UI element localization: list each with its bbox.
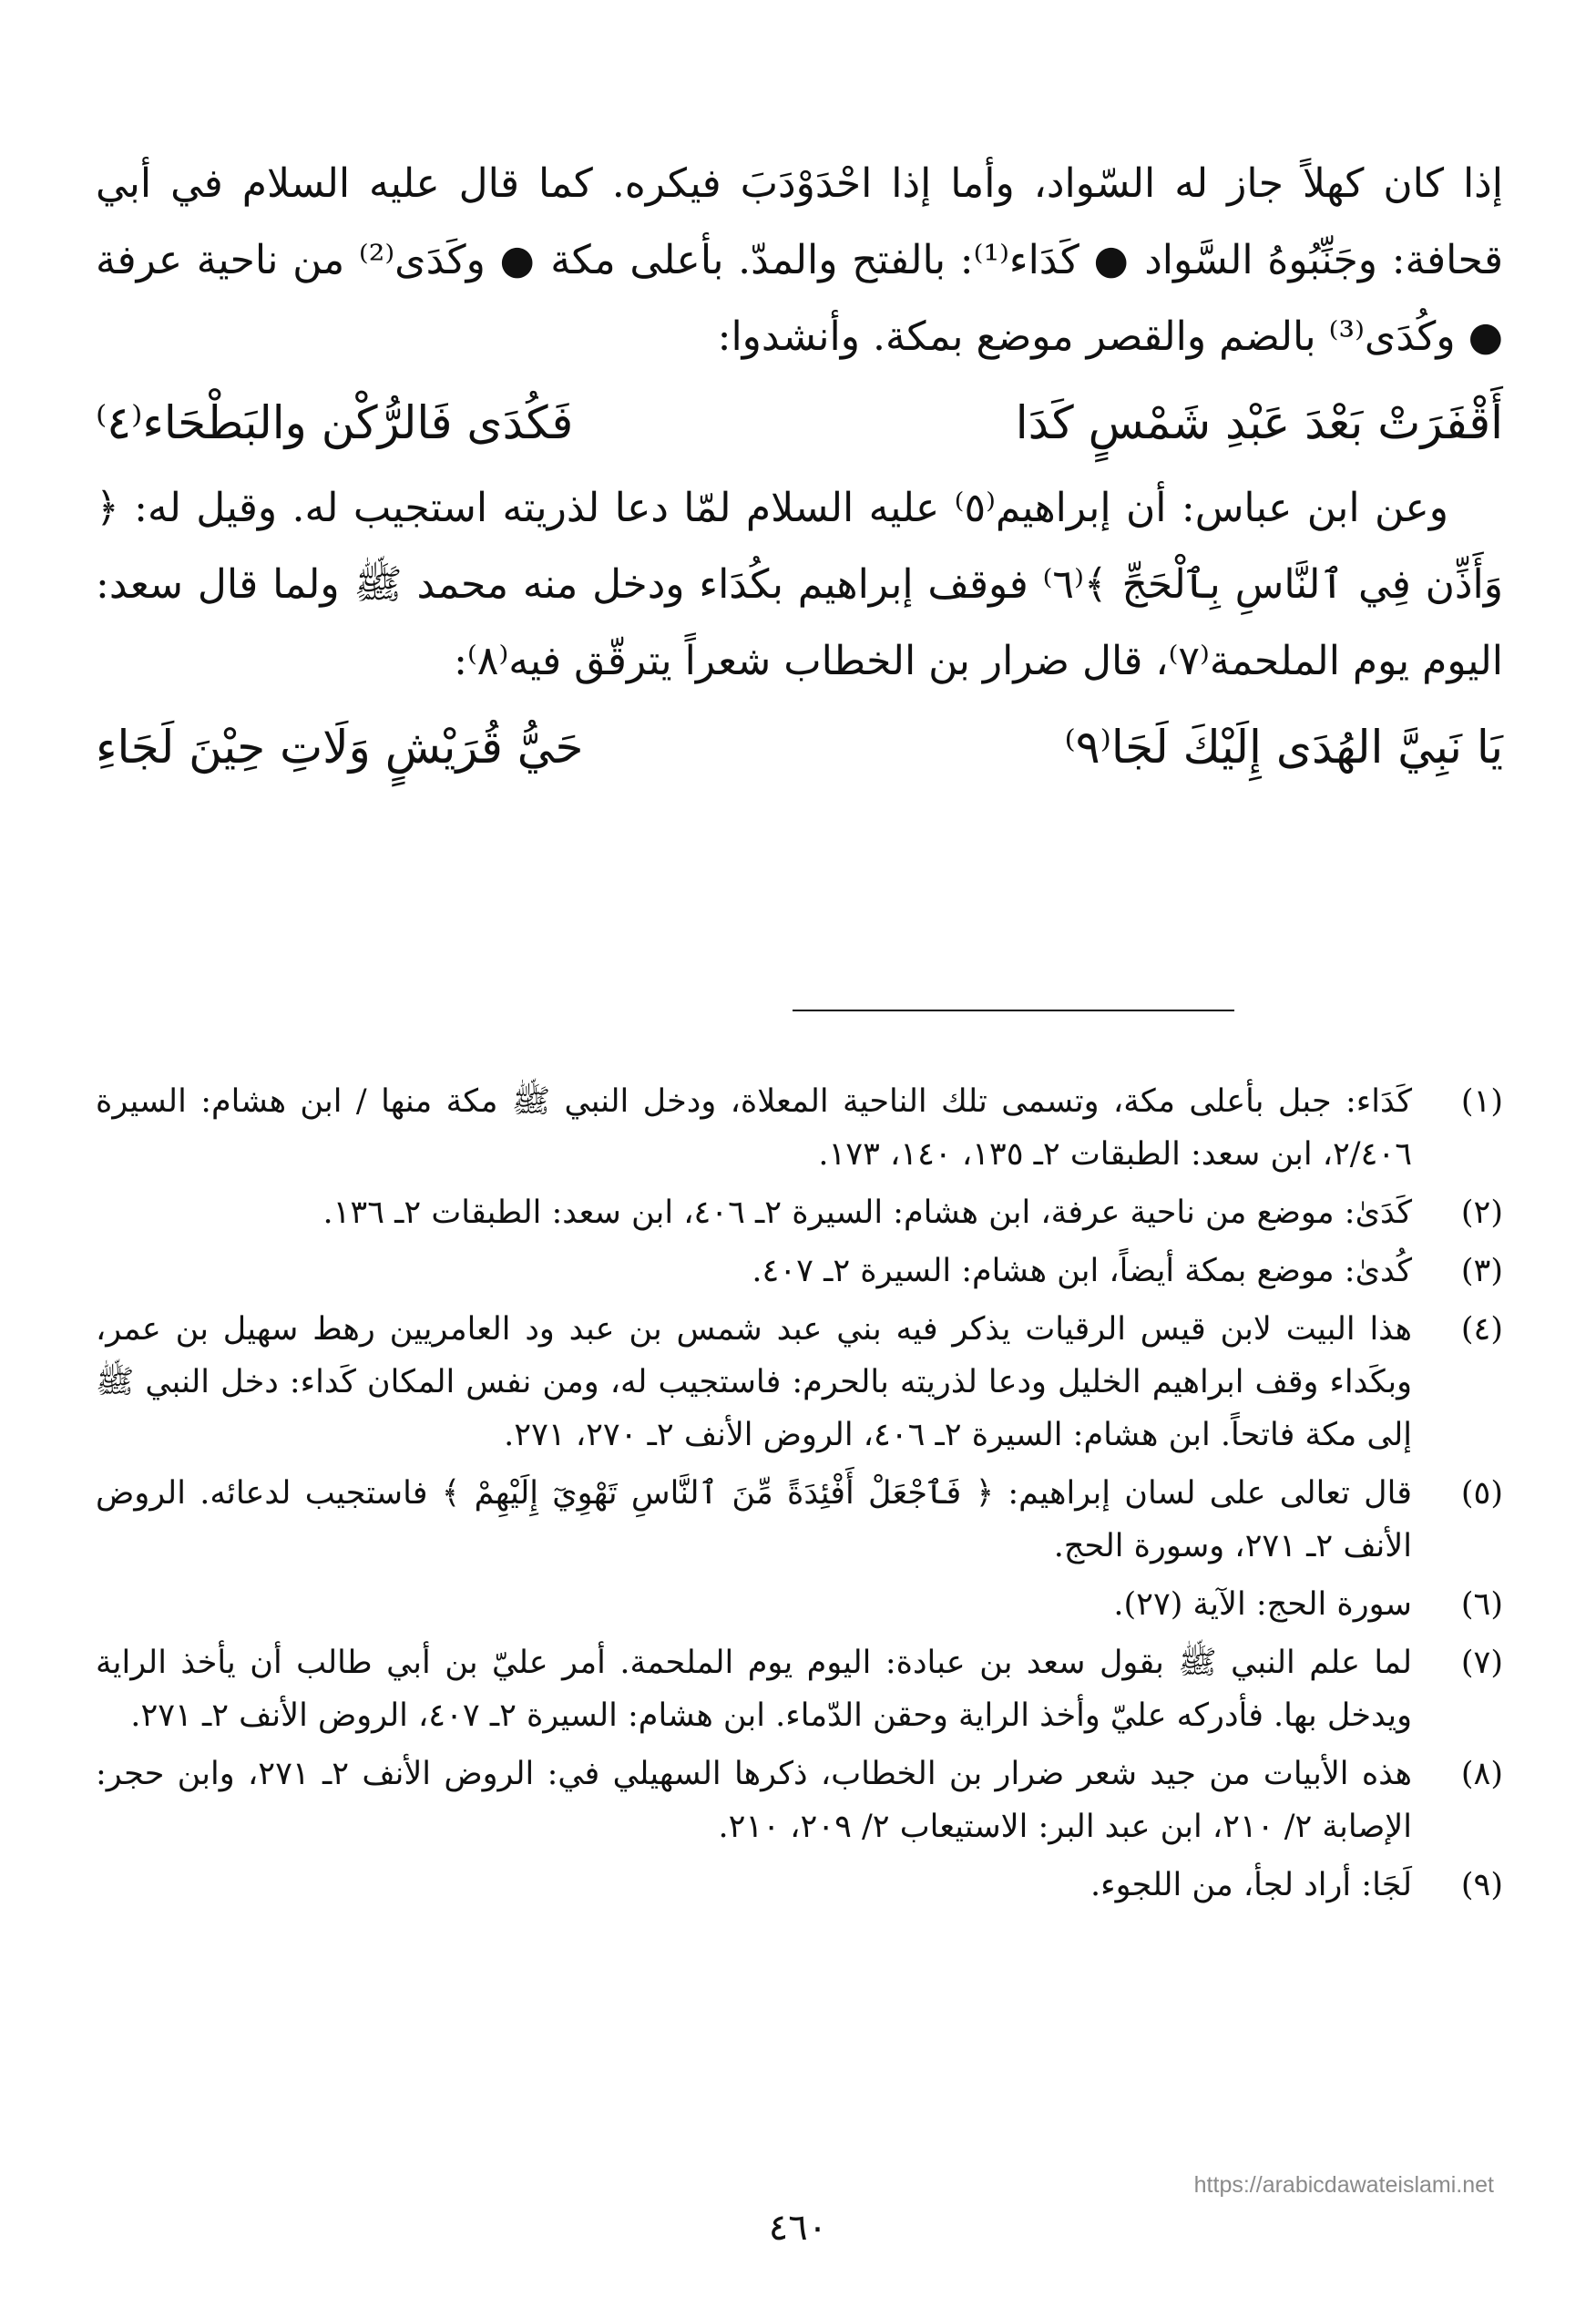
paragraph-2: وعن ابن عباس: أن إبراهيم⁽٥⁾ عليه السلام لمّا دعا لذريته استجيب له. وقيل له: ﴿ وَأَذِّن فِي ٱلنَّاسِ بِٱلْحَجِّ ﴾⁽٦⁾ فوقف إبراهيم بكُدَاء ودخل منه محمد ﷺ ولما قال سعد: اليوم يوم الملحمة⁽٧⁾، قال ضرار بن الخطاب شعراً يترقّق فيه⁽٨⁾: [96,485,1503,684]
footnote-number: (٩) [1460,1867,1503,1903]
footnote-number: (٦) [1460,1586,1503,1623]
footnote-text: قال تعالى على لسان إبراهيم: ﴿ فَٱجْعَلْ أَفْئِدَةً مِّنَ ٱلنَّاسِ تَهْوِيٓ إِلَيْهِمْ ﴾ فاستجيب لدعائه. الروض الأنف ٢ـ ٢٧١، وسورة الحج. [96,1475,1412,1564]
footnote-number: (٤) [1460,1311,1503,1348]
footnote-2 [96,1186,1503,1239]
watermark-url: https://arabicdawateislami.net [1193,2172,1494,2198]
footnote-8 [96,1748,1503,1853]
footnote-text: كَدَىٰ: موضع من ناحية عرفة، ابن هشام: السيرة ٢ـ ٤٠٦، ابن سعد: الطبقات ٢ـ ١٣٦. [322,1195,1412,1231]
verse-2-first-hemistich: يَا نَبِيَّ الهُدَى إِلَيْكَ لَجَا⁽٩⁾ [1064,721,1503,774]
footnote-number: (٥) [1460,1475,1503,1512]
footnote-1 [96,1075,1503,1181]
main-text [96,146,1503,795]
footnote-divider [793,1010,1234,1011]
verse-2 [96,705,1503,789]
footnote-number: (٨) [1460,1756,1503,1792]
paragraph-1: إذا كان كهلاً جاز له السّواد، وأما إذا احْدَوْدَبَ فيكره. كما قال عليه السلام في أبي قحافة: وجَنِّبُوهُ السَّواد ● كَدَاء⁽¹⁾: بالفتح والمدّ. بأعلى مكة ● وكَدَى⁽²⁾ من ناحية عرفة ● وكُدَى⁽³⁾ بالضم والقصر موضع بمكة. وأنشدوا: [96,160,1503,360]
footnote-text: لَجَا: أراد لجأ، من اللجوء. [1090,1867,1412,1903]
verse-1-second-hemistich: فَكُدَى فَالرُّكْن والبَطْحَاء⁽٤⁾ [96,396,574,449]
verse-2-second-hemistich: حَيُّ قُرَيْشٍ وَلَاتِ حِيْنَ لَجَاءِ [96,721,584,774]
footnote-number: (٧) [1460,1645,1503,1681]
footnote-6 [96,1578,1503,1631]
verse-1-first-hemistich: أَقْفَرَتْ بَعْدَ عَبْدِ شَمْسٍ كَدَا [1015,396,1503,449]
verse-1 [96,381,1503,465]
footnote-3 [96,1245,1503,1297]
footnote-number: (١) [1460,1083,1503,1120]
footnote-text: هذه الأبيات من جيد شعر ضرار بن الخطاب، ذكرها السهيلي في: الروض الأنف ٢ـ ٢٧١، وابن حجر: الإصابة ٢/ ٢١٠، ابن عبد البر: الاستيعاب ٢/ ٢٠٩، ٢١٠. [96,1756,1412,1845]
footnote-4 [96,1303,1503,1461]
footnote-text: هذا البيت لابن قيس الرقيات يذكر فيه بني عبد شمس بن عبد ود العامريين رهط سهيل بن عمر، وبكَداء وقف ابراهيم الخليل ودعا لذريته بالحرم: فاستجيب له، ومن نفس المكان كَداء: دخل النبي ﷺ إلى مكة فاتحاً. ابن هشام: السيرة ٢ـ ٤٠٦، الروض الأنف ٢ـ ٢٧٠، ٢٧١. [96,1311,1412,1453]
footnote-number: (٣) [1460,1253,1503,1289]
page-number: ٤٦٠ [768,2207,828,2249]
footnote-text: سورة الحج: الآية (٢٧). [1113,1586,1412,1623]
footnote-5 [96,1467,1503,1573]
footnote-7 [96,1636,1503,1742]
footnote-text: كُدىٰ: موضع بمكة أيضاً، ابن هشام: السيرة ٢ـ ٤٠٧. [752,1253,1412,1289]
footnote-text: كَدَاء: جبل بأعلى مكة، وتسمى تلك الناحية المعلاة، ودخل النبي ﷺ مكة منها / ابن هشام: السيرة ٢/٤٠٦، ابن سعد: الطبقات ٢ـ ١٣٥، ١٤٠، ١٧٣. [96,1083,1412,1173]
footnotes [96,1075,1503,1917]
footnote-9 [96,1859,1503,1912]
footnote-text: لما علم النبي ﷺ بقول سعد بن عبادة: اليوم يوم الملحمة. أمر عليّ بن أبي طالب أن يأخذ الراية ويدخل بها. فأدركه عليّ وأخذ الراية وحقن الدّماء. ابن هشام: السيرة ٢ـ ٤٠٧، الروض الأنف ٢ـ ٢٧١. [96,1645,1412,1734]
footnote-number: (٢) [1460,1195,1503,1231]
